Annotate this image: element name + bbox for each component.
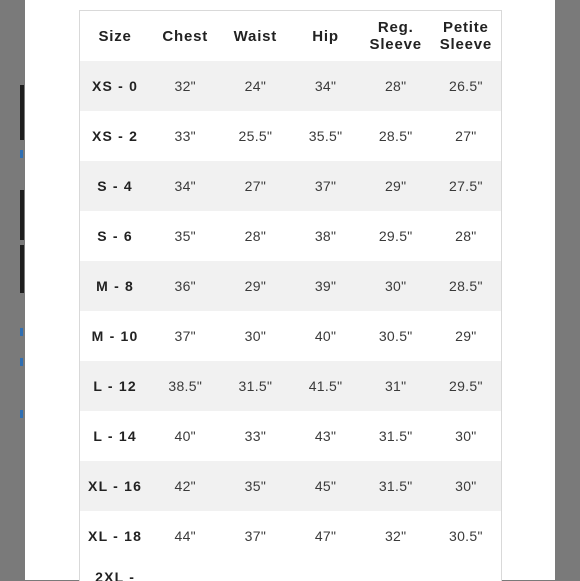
header-petite-sleeve: Petite Sleeve xyxy=(439,19,493,53)
chest-cell: 44" xyxy=(174,528,196,544)
edge-strip xyxy=(20,190,24,240)
waist-cell: 30" xyxy=(244,328,267,344)
petite-sleeve-cell: 26.5" xyxy=(449,78,483,94)
edge-accent xyxy=(20,410,23,418)
chest-cell: 42" xyxy=(174,478,196,494)
petite-sleeve-cell: 30.5" xyxy=(449,528,483,544)
petite-sleeve-cell: 28" xyxy=(455,228,477,244)
reg-sleeve-cell: 30.5" xyxy=(378,328,413,344)
hip-cell: 35.5" xyxy=(308,128,343,144)
size-cell: S - 6 xyxy=(97,228,133,244)
table-row xyxy=(80,511,501,561)
edge-strip xyxy=(20,245,24,293)
edge-strip xyxy=(20,85,24,140)
table-row xyxy=(80,311,501,361)
reg-sleeve-cell: 30" xyxy=(384,278,407,294)
hip-cell: 41.5" xyxy=(308,378,343,394)
table-row xyxy=(80,261,501,311)
table-row xyxy=(80,111,501,161)
table-row xyxy=(80,411,501,461)
table-row-partial xyxy=(80,561,501,581)
size-cell: 2XL - xyxy=(95,569,136,581)
edge-accent xyxy=(20,328,23,336)
waist-cell: 29" xyxy=(244,278,267,294)
petite-sleeve-cell: 27" xyxy=(455,128,477,144)
left-edge-background xyxy=(0,0,25,580)
reg-sleeve-cell: 32" xyxy=(384,528,407,544)
reg-sleeve-cell: 29.5" xyxy=(378,228,413,244)
edge-accent xyxy=(20,358,23,366)
waist-cell: 35" xyxy=(244,478,267,494)
size-cell: S - 4 xyxy=(97,178,133,194)
chest-cell: 32" xyxy=(174,78,196,94)
waist-cell: 28" xyxy=(244,228,267,244)
table-row xyxy=(80,361,501,411)
header-waist: Waist xyxy=(233,27,278,45)
chest-cell: 35" xyxy=(174,228,196,244)
reg-sleeve-cell: 31.5" xyxy=(378,478,413,494)
chest-cell: 34" xyxy=(174,178,196,194)
size-cell: L - 14 xyxy=(93,428,137,444)
reg-sleeve-cell: 28.5" xyxy=(378,128,413,144)
petite-sleeve-cell: 30" xyxy=(455,428,477,444)
reg-sleeve-cell: 28" xyxy=(384,78,407,94)
size-chart-table xyxy=(79,10,502,581)
chest-cell: 37" xyxy=(174,328,196,344)
petite-sleeve-cell: 27.5" xyxy=(449,178,483,194)
size-cell: M - 10 xyxy=(91,328,139,344)
header-chest: Chest xyxy=(162,27,209,45)
chest-cell: 36" xyxy=(174,278,196,294)
waist-cell: 27" xyxy=(244,178,267,194)
size-cell: XL - 16 xyxy=(88,478,143,494)
reg-sleeve-cell: 31" xyxy=(384,378,407,394)
edge-accent xyxy=(20,150,23,158)
table-row xyxy=(80,161,501,211)
header-hip: Hip xyxy=(312,27,339,45)
petite-sleeve-cell: 28.5" xyxy=(449,278,483,294)
hip-cell: 37" xyxy=(314,178,337,194)
chest-cell: 40" xyxy=(174,428,196,444)
size-cell: XS - 2 xyxy=(92,128,139,144)
header-size: Size xyxy=(98,27,132,45)
header-reg-sleeve: Reg. Sleeve xyxy=(369,19,422,53)
waist-cell: 24" xyxy=(244,78,267,94)
waist-cell: 37" xyxy=(244,528,267,544)
table-row xyxy=(80,61,501,111)
hip-cell: 47" xyxy=(314,528,337,544)
reg-sleeve-cell: 31.5" xyxy=(378,428,413,444)
size-cell: XL - 18 xyxy=(88,528,143,544)
petite-sleeve-cell: 30" xyxy=(455,478,477,494)
hip-cell: 40" xyxy=(314,328,337,344)
hip-cell: 45" xyxy=(314,478,337,494)
table-row xyxy=(80,211,501,261)
hip-cell: 43" xyxy=(314,428,337,444)
petite-sleeve-cell: 29" xyxy=(455,328,477,344)
reg-sleeve-cell: 29" xyxy=(384,178,407,194)
waist-cell: 33" xyxy=(244,428,267,444)
size-cell: XS - 0 xyxy=(92,78,139,94)
size-cell: L - 12 xyxy=(93,378,137,394)
hip-cell: 38" xyxy=(314,228,337,244)
waist-cell: 25.5" xyxy=(238,128,273,144)
hip-cell: 39" xyxy=(314,278,337,294)
chest-cell: 38.5" xyxy=(168,378,203,394)
hip-cell: 34" xyxy=(314,78,337,94)
petite-sleeve-cell: 29.5" xyxy=(449,378,483,394)
table-header-row xyxy=(80,11,501,61)
chest-cell: 33" xyxy=(174,128,196,144)
waist-cell: 31.5" xyxy=(238,378,273,394)
size-cell: M - 8 xyxy=(96,278,135,294)
table-row xyxy=(80,461,501,511)
